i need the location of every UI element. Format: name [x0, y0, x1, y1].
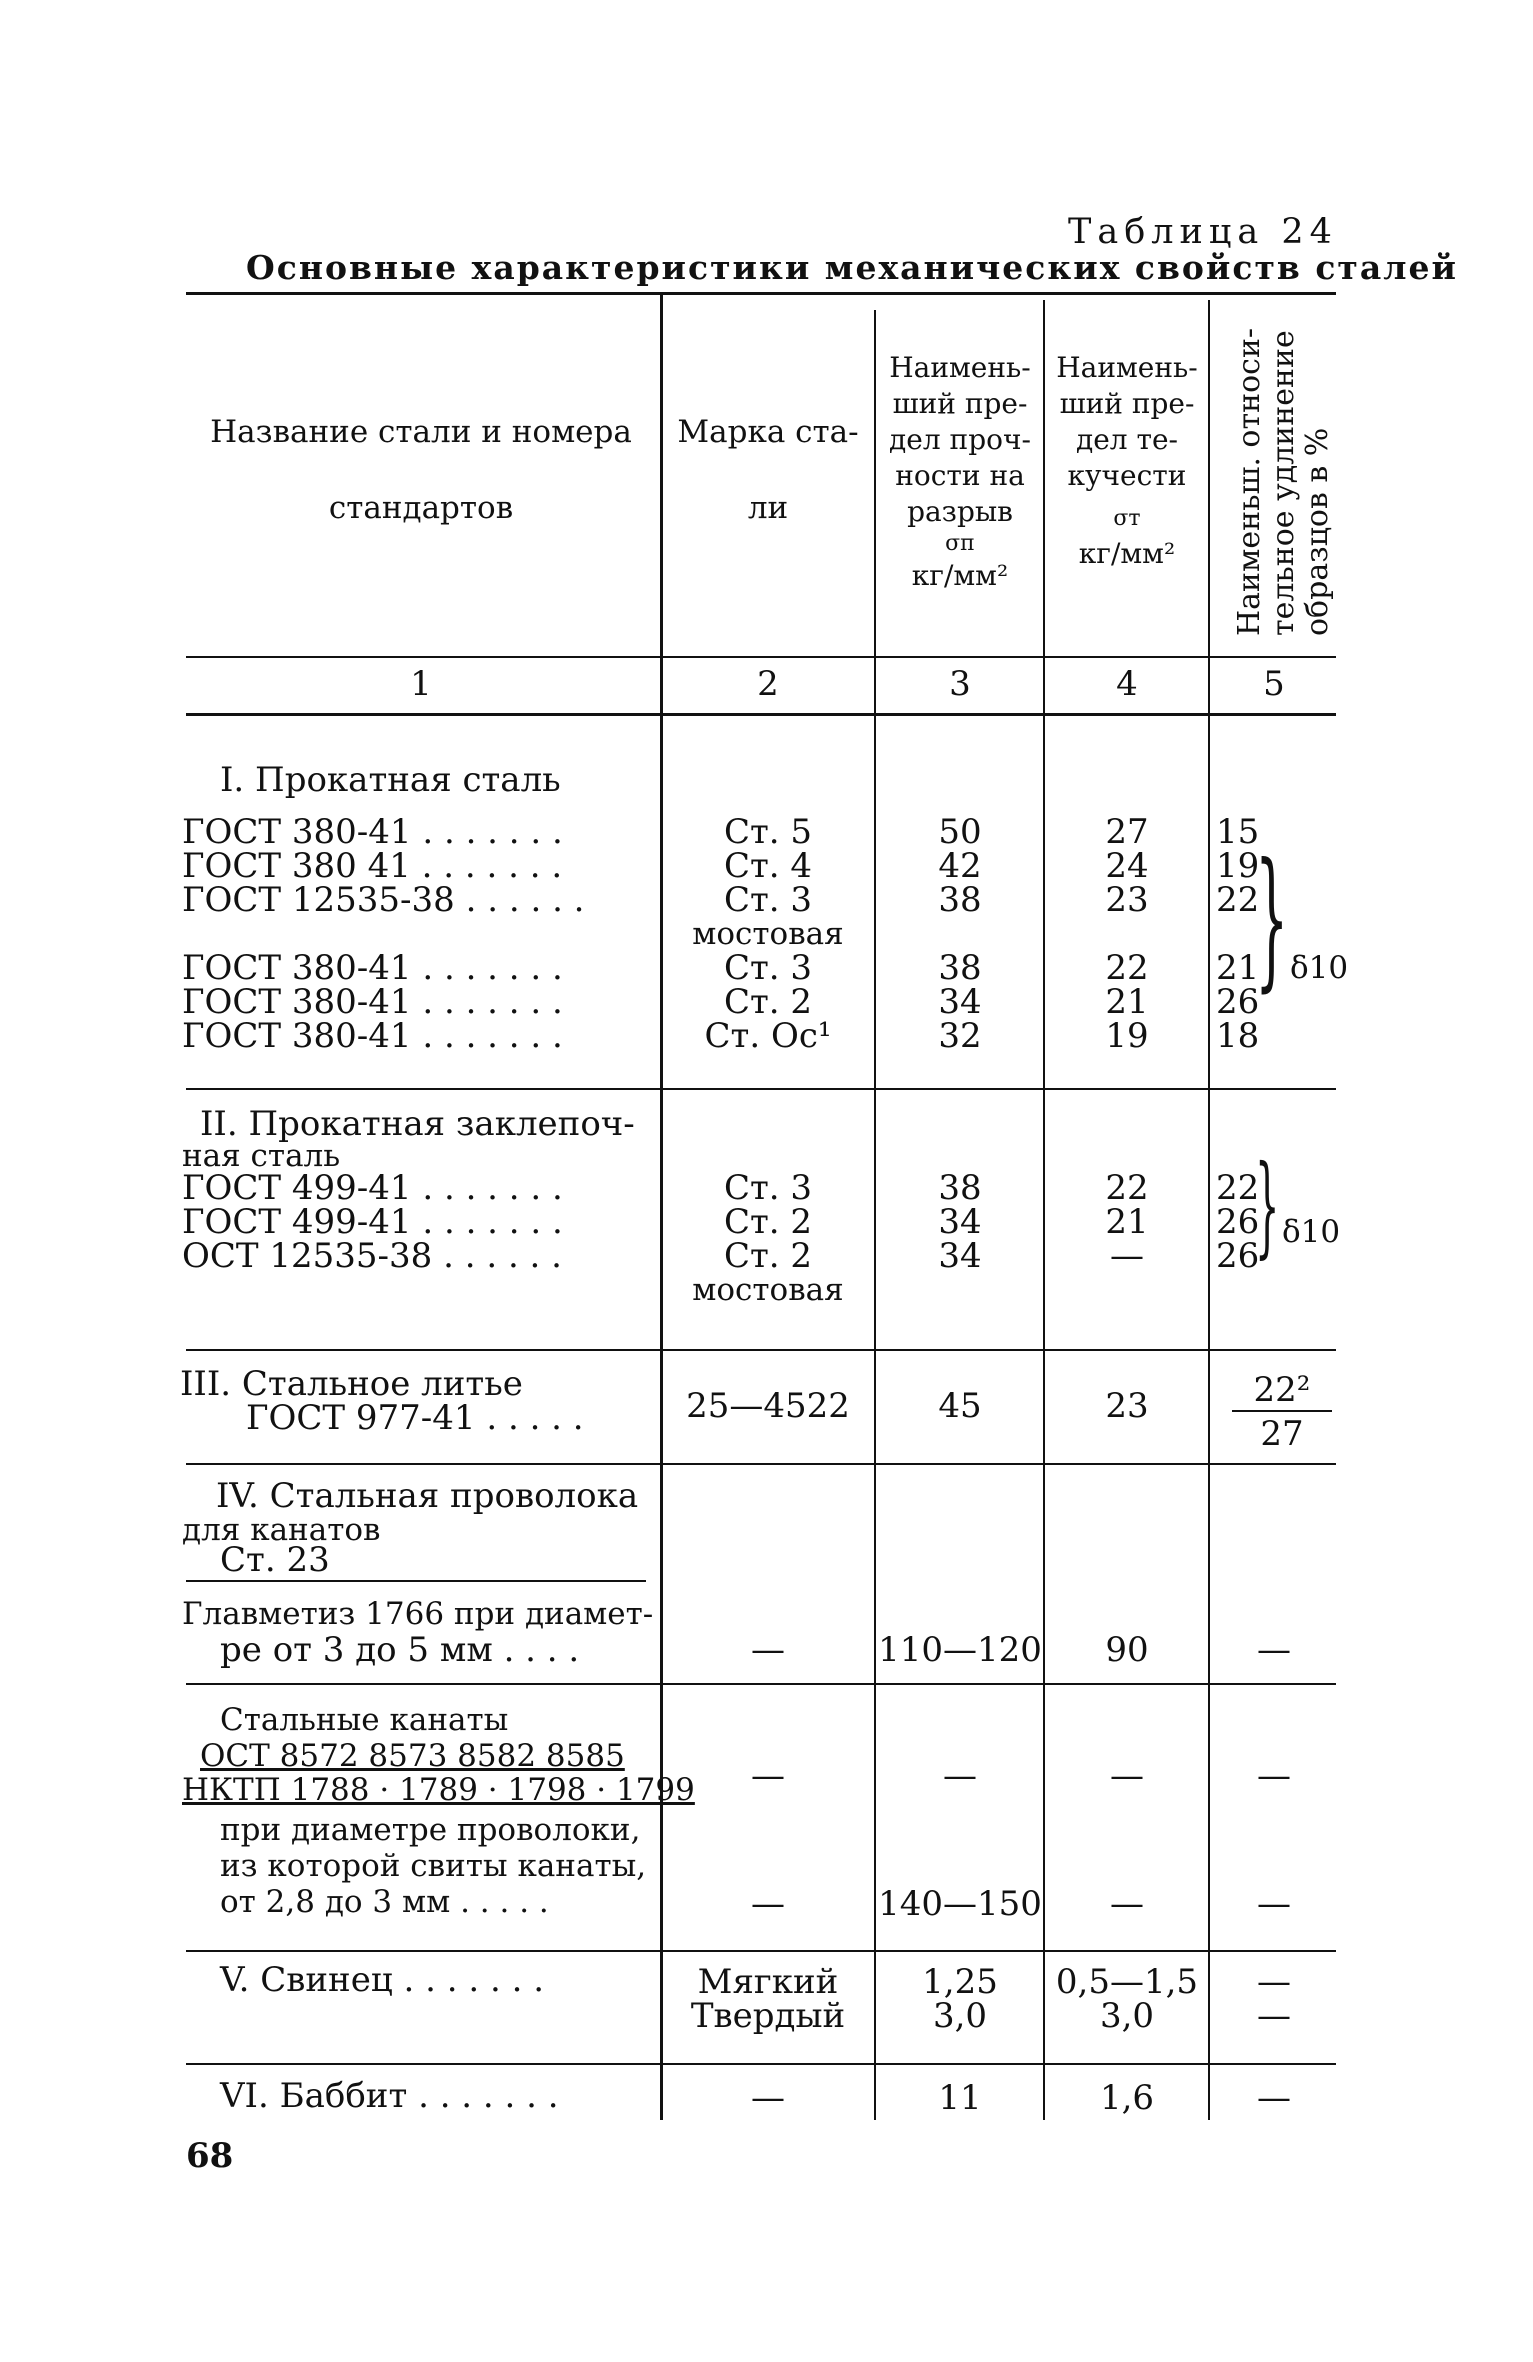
row-yield: 22: [1105, 1168, 1149, 1208]
section-title: V. Свинец . . . . . . .: [220, 1960, 544, 2000]
row-tensile: 140—150: [878, 1884, 1042, 1924]
row-name: ГОСТ 380-41 . . . . . . .: [182, 1016, 563, 1056]
row-elong: 19: [1216, 846, 1260, 886]
rule-header-bottom: [186, 656, 1336, 658]
section-title: Ст. 23: [220, 1540, 330, 1580]
col3-header-line: ности на: [895, 459, 1025, 492]
row-tensile: 50: [938, 812, 982, 852]
vrule-1: [660, 295, 663, 2120]
section-title: для канатов: [182, 1512, 381, 1548]
row-tensile: 42: [938, 846, 982, 886]
col2-header-line: ли: [747, 490, 789, 526]
row-elong: 22: [1216, 880, 1260, 920]
col3-header: [878, 350, 1042, 594]
row-grade: Ст. 2: [723, 1202, 813, 1242]
col3-header-unit: кг/мм²: [911, 559, 1009, 592]
row-elong: —: [1257, 1630, 1291, 1670]
row-yield: 90: [1105, 1630, 1149, 1670]
row-yield: —: [1110, 1884, 1144, 1924]
row-tensile: 34: [938, 1236, 982, 1276]
table-title: Основные характеристики механических свойств сталей: [246, 248, 1458, 287]
row-name: ГОСТ 499-41 . . . . . . .: [182, 1202, 563, 1242]
vrule-2: [874, 310, 876, 2120]
row-elong: —: [1257, 1962, 1291, 2002]
row-grade: —: [751, 1756, 785, 1796]
rule-s2-bottom: [186, 1349, 1336, 1351]
row-name: ре от 3 до 5 мм . . . .: [220, 1630, 580, 1670]
row-name: ГОСТ 380-41 . . . . . . .: [182, 982, 563, 1022]
rule-s4-row1-bottom: [186, 1683, 1336, 1685]
row-grade: Ст. 2: [723, 982, 813, 1022]
col3-header-symbol: σп: [945, 531, 975, 556]
row-tensile: —: [943, 1756, 977, 1796]
row-name: ГОСТ 380 41 . . . . . . .: [182, 846, 563, 886]
row-tensile: 32: [938, 1016, 982, 1056]
col3-header-line: разрыв: [907, 495, 1013, 528]
row-elong: 18: [1216, 1016, 1260, 1056]
rule-s3-bottom: [186, 1463, 1336, 1465]
row-grade: Мягкий: [697, 1962, 839, 2002]
row-grade: Ст. 3: [723, 948, 813, 988]
rule-numbers-bottom: [186, 713, 1336, 716]
row-yield: 3,0: [1099, 1996, 1155, 2036]
row-grade: Ст. 3: [723, 880, 813, 920]
brace-label: δ10: [1282, 1214, 1341, 1250]
row-grade: Ст. 3: [723, 1168, 813, 1208]
row-grade: Ст. 4: [723, 846, 813, 886]
rule-s4-title-bottom: [186, 1580, 646, 1582]
row-elong: 26: [1216, 982, 1260, 1022]
row-name: Стальные канаты: [220, 1702, 509, 1738]
col4-header-line: ший пре-: [1059, 387, 1195, 420]
col4-header-line: Наимень-: [1056, 351, 1198, 384]
row-yield: 23: [1105, 880, 1149, 920]
row-tensile: 38: [938, 1168, 982, 1208]
row-grade: Ст. 5: [723, 812, 813, 852]
rule-s5-bottom: [186, 2063, 1336, 2065]
col1-header-line: стандартов: [328, 490, 514, 526]
row-elong: 26: [1216, 1202, 1260, 1242]
rule-top: [186, 292, 1336, 295]
row-elong: 15: [1216, 812, 1260, 852]
table-caption: Таблица 24: [1068, 212, 1338, 252]
col3-header-line: ший пре-: [892, 387, 1028, 420]
col4-header-symbol: σт: [1113, 506, 1141, 531]
row-tensile: 38: [938, 880, 982, 920]
row-name: ГОСТ 380-41 . . . . . . .: [182, 812, 563, 852]
row-yield: 19: [1105, 1016, 1149, 1056]
row-tensile: 34: [938, 1202, 982, 1242]
row-yield: 21: [1105, 1202, 1149, 1242]
row-tensile: 11: [938, 2078, 982, 2118]
row-elong: 21: [1216, 948, 1260, 988]
row-name: НКТП 1788 · 1789 · 1798 · 1799: [182, 1772, 695, 1808]
row-name: ГОСТ 499-41 . . . . . . .: [182, 1168, 563, 1208]
row-elong: 26: [1216, 1236, 1260, 1276]
row-grade: Ст. Ос¹: [704, 1016, 832, 1056]
section-title: II. Прокатная заклепоч-: [200, 1104, 635, 1144]
row-elong: —: [1257, 2078, 1291, 2118]
col2-header: [664, 412, 872, 528]
row-name: из которой свиты канаты,: [220, 1848, 647, 1884]
col4-header-unit: кг/мм²: [1078, 537, 1176, 570]
row-elong: —: [1257, 1996, 1291, 2036]
brace-s2: }: [1255, 1141, 1280, 1269]
vrule-3: [1043, 300, 1045, 2120]
fraction-line: [1232, 1410, 1332, 1412]
row-tensile: 45: [938, 1386, 982, 1426]
row-name: от 2,8 до 3 мм . . . . .: [220, 1884, 549, 1920]
section-title: ная сталь: [182, 1138, 341, 1174]
col3-header-line: Наимень-: [889, 351, 1031, 384]
brace-label: δ10: [1290, 950, 1349, 986]
row-name: ГОСТ 977-41 . . . . .: [246, 1398, 584, 1438]
row-yield: —: [1110, 1236, 1144, 1276]
col2-number: 2: [757, 664, 779, 704]
col4-number: 4: [1116, 664, 1138, 704]
row-name: ОСТ 8572 8573 8582 8585: [200, 1738, 625, 1774]
row-grade: 25—4522: [686, 1386, 850, 1426]
row-grade: —: [751, 1884, 785, 1924]
col5-number: 5: [1263, 664, 1285, 704]
vrule-4: [1208, 300, 1210, 2120]
row-grade: —: [751, 1630, 785, 1670]
row-yield: 23: [1105, 1386, 1149, 1426]
row-name: ГОСТ 12535-38 . . . . . .: [182, 880, 585, 920]
row-tensile: 34: [938, 982, 982, 1022]
row-tensile: 110—120: [878, 1630, 1042, 1670]
col4-header-line: дел те-: [1075, 423, 1179, 456]
col3-header-line: дел проч-: [889, 423, 1031, 456]
page-number: 68: [186, 2136, 234, 2176]
section-title: VI. Баббит . . . . . . .: [220, 2076, 559, 2116]
row-yield: —: [1110, 1756, 1144, 1796]
col1-header: [186, 412, 656, 528]
row-yield: 22: [1105, 948, 1149, 988]
col1-header-line: Название стали и номера: [210, 414, 632, 450]
row-yield: 21: [1105, 982, 1149, 1022]
row-elong: —: [1257, 1756, 1291, 1796]
row-tensile: 38: [938, 948, 982, 988]
rule-s4-row2-bottom: [186, 1950, 1336, 1952]
row-grade-note: мостовая: [692, 916, 844, 952]
row-yield: 0,5—1,5: [1055, 1962, 1199, 2002]
section-title: III. Стальное литье: [180, 1364, 523, 1404]
col5-header-line-1: Наименьш. относи-: [1232, 327, 1267, 636]
row-tensile: 3,0: [932, 1996, 988, 2036]
col2-header-line: Марка ста-: [677, 414, 859, 450]
row-elong: 22: [1216, 1168, 1260, 1208]
row-yield: 1,6: [1099, 2078, 1155, 2118]
row-yield: 24: [1105, 846, 1149, 886]
rule-s1-bottom: [186, 1088, 1336, 1090]
row-yield: 27: [1105, 812, 1149, 852]
row-grade: Ст. 2: [723, 1236, 813, 1276]
brace-s1: }: [1255, 832, 1289, 1006]
col5-header-line-2: тельное удлинение: [1266, 330, 1301, 636]
col5-header-line-3: образцов в %: [1300, 427, 1335, 636]
row-elong-numerator: 22²: [1253, 1370, 1311, 1410]
row-name: ГОСТ 380-41 . . . . . . .: [182, 948, 563, 988]
section-title: I. Прокатная сталь: [220, 760, 561, 800]
col1-number: 1: [410, 664, 432, 704]
row-grade: —: [751, 2078, 785, 2118]
row-name: при диаметре проволоки,: [220, 1812, 641, 1848]
row-elong: —: [1257, 1884, 1291, 1924]
row-grade-note: мостовая: [692, 1272, 844, 1308]
col4-header-line: кучести: [1067, 459, 1187, 492]
col4-header: [1047, 350, 1207, 572]
section-title: IV. Стальная проволока: [216, 1476, 639, 1516]
row-grade: Твердый: [690, 1996, 846, 2036]
row-tensile: 1,25: [922, 1962, 998, 2002]
row-name: ОСТ 12535-38 . . . . . .: [182, 1236, 562, 1276]
row-elong-denominator: 27: [1260, 1414, 1304, 1454]
row-name: Главметиз 1766 при диамет-: [182, 1596, 654, 1632]
col3-number: 3: [949, 664, 971, 704]
